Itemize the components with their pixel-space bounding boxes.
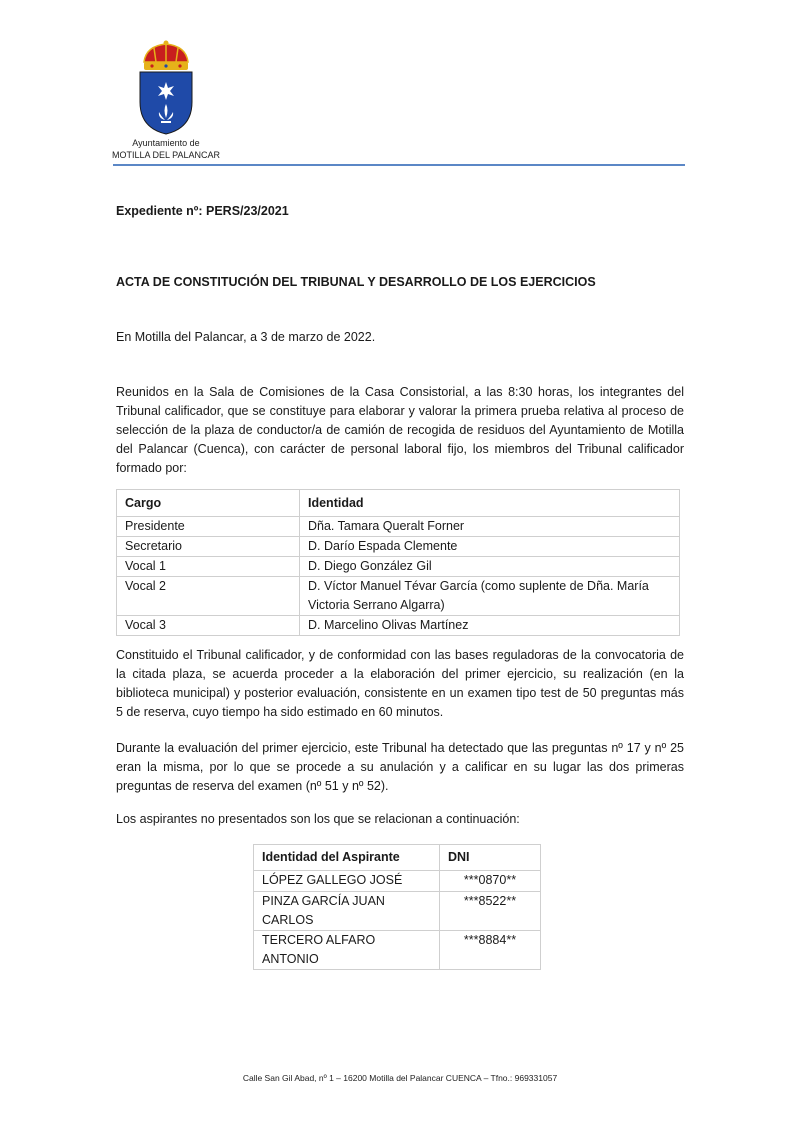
header-divider [113, 164, 685, 166]
footer-address: Calle San Gil Abad, nº 1 – 16200 Motilla del Palancar CUENCA – Tfno.: 969331057 [242, 1073, 558, 1083]
cell-aspirante: TERCERO ALFARO ANTONIO [254, 931, 440, 970]
table-row [117, 517, 680, 537]
table-row [117, 537, 680, 557]
column-header-aspirante: Identidad del Aspirante [254, 845, 440, 871]
cell-aspirante: LÓPEZ GALLEGO JOSÉ [254, 871, 440, 892]
cell-dni: ***8884** [440, 931, 541, 970]
column-header-cargo: Cargo [117, 490, 300, 517]
table-row [254, 931, 541, 970]
paragraph-intro: Reunidos en la Sala de Comisiones de la Casa Consistorial, a las 8:30 horas, los integrantes del Tribunal calificador, que se constituye para elaborar y valorar la primera prueba relativa al proceso de selección de la plaza de conductor/a de camión de recogida de residuos del Ayuntamiento de Motilla del Palancar (Cuenca), con carácter de personal laboral fijo, los miembros del Tribunal calificador formado por: [116, 385, 684, 475]
org-name-line2: MOTILLA DEL PALANCAR [111, 150, 221, 160]
org-name-line1: Ayuntamiento de [132, 138, 200, 148]
column-header-dni: DNI [440, 845, 541, 871]
table-row [254, 871, 541, 892]
column-header-identidad: Identidad [300, 490, 680, 517]
cell-identidad: D. Darío Espada Clemente [300, 537, 680, 557]
cell-dni: ***8522** [440, 892, 541, 931]
expediente-number: Expediente nº: PERS/23/2021 [116, 204, 289, 218]
cell-dni: ***0870** [440, 871, 541, 892]
paragraph-absentees: Los aspirantes no presentados son los que se relacionan a continuación: [116, 812, 520, 826]
letterhead [0, 0, 800, 170]
cell-identidad: Dña. Tamara Queralt Forner [300, 517, 680, 537]
cell-identidad: D. Marcelino Olivas Martínez [300, 616, 680, 636]
table-row [117, 557, 680, 577]
absent-candidates-table [253, 844, 541, 970]
paragraph-evaluation: Durante la evaluación del primer ejercicio, este Tribunal ha detectado que las preguntas nº 17 y nº 25 eran la misma, por lo que se procede a su anulación y a calificar en su lugar las dos primeras preguntas de reserva del examen (nº 51 y nº 52). [116, 741, 684, 793]
document-title: ACTA DE CONSTITUCIÓN DEL TRIBUNAL Y DESARROLLO DE LOS EJERCICIOS [116, 275, 596, 289]
table-header-row [117, 490, 680, 517]
cell-identidad: D. Diego González Gil [300, 557, 680, 577]
table-header-row [254, 845, 541, 871]
cell-identidad: D. Víctor Manuel Tévar García (como suplente de Dña. María Victoria Serrano Algarra) [300, 577, 680, 616]
table-row [117, 616, 680, 636]
cell-cargo: Vocal 3 [117, 616, 300, 636]
tribunal-table [116, 489, 680, 636]
cell-cargo: Vocal 2 [117, 577, 300, 616]
cell-cargo: Presidente [117, 517, 300, 537]
cell-aspirante: PINZA GARCÍA JUAN CARLOS [254, 892, 440, 931]
cell-cargo: Secretario [117, 537, 300, 557]
paragraph-constitution: Constituido el Tribunal calificador, y de conformidad con las bases reguladoras de la convocatoria de la citada plaza, se acuerda proceder a la elaboración del primer ejercicio, su realización (en la biblioteca municipal) y posterior evaluación, consistente en un examen tipo test de 50 preguntas más 5 de reserva, cuyo tiempo ha sido estimado en 60 minutos. [116, 648, 684, 719]
table-row [254, 892, 541, 931]
coat-of-arms-icon [134, 40, 198, 136]
cell-cargo: Vocal 1 [117, 557, 300, 577]
table-row [117, 577, 680, 616]
place-date: En Motilla del Palancar, a 3 de marzo de 2022. [116, 330, 376, 344]
